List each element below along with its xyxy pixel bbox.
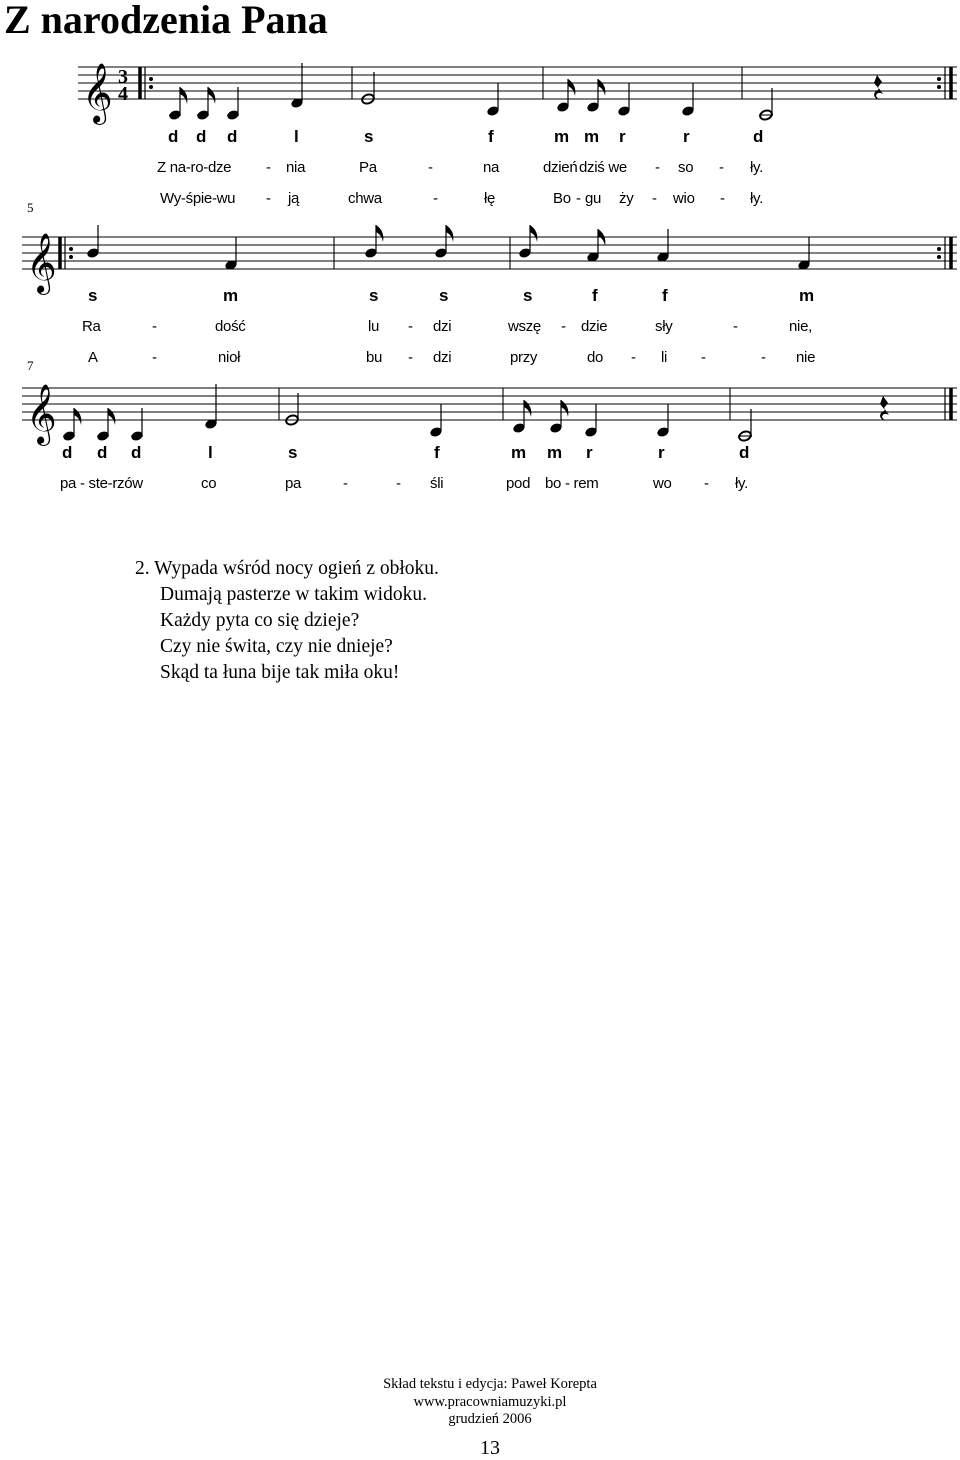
lyric-syllable: - [266, 159, 271, 176]
lyric-syllable: so [678, 159, 694, 176]
lyric-syllable: - [761, 349, 766, 366]
solfege-syllable: f [662, 286, 668, 305]
solfege-syllable: r [619, 127, 626, 146]
lyric-syllable: Wy-śpie-wu [160, 190, 236, 207]
verse-line: Dumają pasterze w takim widoku. [160, 584, 427, 605]
solfege-syllable: s [88, 286, 98, 305]
verse-2 [135, 556, 439, 686]
treble-clef-icon: 𝄞 [82, 63, 113, 123]
lyric-syllable: - [408, 349, 413, 366]
verse-line: Skąd ta łuna bije tak miła oku! [160, 662, 400, 683]
lyric-syllable: ży [619, 190, 634, 207]
solfege-syllable: r [658, 443, 665, 462]
lyric-syllable: - [655, 159, 660, 176]
lyric-syllable: nie, [789, 318, 812, 335]
solfege-syllable: m [554, 127, 570, 146]
footer [300, 1376, 680, 1429]
lyric-syllable: pa - ste-rzów [60, 475, 143, 492]
lyric-syllable: śli [430, 475, 444, 492]
lyric-syllable: Pa [359, 159, 377, 176]
lyric-syllable: dzień [543, 159, 578, 176]
solfege-syllable: d [62, 443, 73, 462]
lyric-syllable: Ra [82, 318, 101, 335]
lyric-syllable: - [576, 190, 581, 207]
lyrics-row-2-verse-1 [0, 318, 960, 340]
system-number: 7 [27, 358, 34, 373]
lyric-syllable: sły [655, 318, 673, 335]
lyric-syllable: lu [368, 318, 380, 335]
lyric-syllable: - [266, 190, 271, 207]
lyric-syllable: bo - rem [545, 475, 599, 492]
time-signature-bottom: 4 [118, 83, 128, 105]
solfege-syllable: d [97, 443, 108, 462]
treble-clef-icon: 𝄞 [26, 384, 57, 444]
lyric-syllable: - [428, 159, 433, 176]
lyric-syllable: wo [653, 475, 672, 492]
notes-measure-8 [62, 384, 218, 442]
lyric-syllable: - [408, 318, 413, 335]
solfege-syllable: d [739, 443, 750, 462]
lyric-syllable: wio [673, 190, 695, 207]
lyric-syllable: dzi [433, 318, 452, 335]
lyric-syllable: chwa [348, 190, 382, 207]
quarter-rest-icon [880, 396, 889, 421]
footer-website: www.pracowniamuzyki.pl [413, 1393, 567, 1410]
lyric-syllable: - [720, 190, 725, 207]
song-title: Z narodzenia Pana [4, 0, 328, 42]
lyric-syllable: li [661, 349, 668, 366]
lyric-syllable: Bo [553, 190, 571, 207]
solfege-syllable: s [364, 127, 374, 146]
lyric-syllable: - [152, 318, 157, 335]
lyric-syllable: - [631, 349, 636, 366]
solfege-syllable: d [168, 127, 179, 146]
lyric-syllable: co [201, 475, 217, 492]
lyric-syllable: ły. [750, 159, 763, 176]
lyric-syllable: - [343, 475, 348, 492]
lyric-syllable: - [433, 190, 438, 207]
solfege-syllable: l [208, 443, 213, 462]
lyric-syllable: - [701, 349, 706, 366]
lyric-syllable: dzie [581, 318, 608, 335]
lyric-syllable: łę [484, 190, 496, 207]
solfege-syllable: m [223, 286, 239, 305]
lyric-syllable: do [587, 349, 604, 366]
notes-measure-2 [361, 72, 500, 117]
solfege-syllable: f [434, 443, 440, 462]
lyric-syllable: - [152, 349, 157, 366]
notes-measure-7 [518, 225, 811, 271]
lyric-syllable: pa [285, 475, 302, 492]
notes-measure-3 [556, 79, 695, 117]
lyric-syllable: nia [286, 159, 306, 176]
solfege-syllable: m [547, 443, 563, 462]
lyric-syllable: Z na-ro-dze [157, 159, 232, 176]
verse-line: 2. Wypada wśród nocy ogień z obłoku. [135, 558, 439, 579]
solfege-syllable: d [196, 127, 207, 146]
lyric-syllable: bu [366, 349, 383, 366]
lyric-syllable: gu [585, 190, 602, 207]
solfege-syllable: r [586, 443, 593, 462]
staff-system-1 [0, 40, 960, 140]
treble-clef-icon: 𝄞 [26, 233, 57, 293]
solfege-syllable: r [683, 127, 690, 146]
solfege-syllable: l [294, 127, 299, 146]
solfege-syllable: f [592, 286, 598, 305]
footer-credit: Skład tekstu i edycja: Paweł Korepta [383, 1376, 597, 1392]
footer-date: grudzień 2006 [448, 1411, 532, 1427]
lyric-syllable: dość [215, 318, 246, 335]
solfege-syllable: s [369, 286, 379, 305]
notes-measure-6 [364, 225, 453, 259]
solfege-row-3 [0, 443, 960, 465]
lyric-syllable: - [561, 318, 566, 335]
solfege-syllable: d [131, 443, 142, 462]
solfege-row-2 [0, 286, 960, 308]
solfege-syllable: s [523, 286, 533, 305]
time-signature-top: 3 [118, 66, 128, 88]
lyric-syllable: - [396, 475, 401, 492]
lyric-syllable: ją [288, 190, 300, 207]
lyric-syllable: - [652, 190, 657, 207]
solfege-syllable: f [488, 127, 494, 146]
lyric-syllable: wszę [508, 318, 541, 335]
verse-line: Czy nie świta, czy nie dnieje? [160, 636, 393, 657]
lyric-syllable: na [483, 159, 500, 176]
lyric-syllable: nioł [218, 349, 241, 366]
lyrics-row-3-verse-1 [0, 475, 960, 497]
notes-measure-1 [168, 63, 304, 121]
verse-line: Każdy pyta co się dzieje? [160, 610, 360, 631]
solfege-row-1 [0, 127, 960, 149]
lyric-syllable: pod [506, 475, 531, 492]
solfege-syllable: s [439, 286, 449, 305]
lyrics-row-1-verse-1 [0, 159, 960, 181]
lyric-syllable: ły. [735, 475, 748, 492]
page-number: 13 [480, 1437, 500, 1459]
notes-measure-5 [86, 225, 238, 271]
lyric-syllable: nie [796, 349, 816, 366]
lyric-syllable: - [719, 159, 724, 176]
lyric-syllable: - [733, 318, 738, 335]
lyric-syllable: - [704, 475, 709, 492]
notes-measure-11 [738, 396, 889, 442]
quarter-rest-icon [874, 75, 883, 100]
solfege-syllable: m [511, 443, 527, 462]
lyric-syllable: przy [510, 349, 538, 366]
lyric-syllable: ły. [750, 190, 763, 207]
notes-measure-10 [512, 400, 670, 438]
staff-system-2 [0, 200, 960, 300]
notes-measure-4 [759, 75, 883, 121]
lyric-syllable: dzi [433, 349, 452, 366]
solfege-syllable: d [753, 127, 764, 146]
solfege-syllable: m [799, 286, 815, 305]
solfege-syllable: d [227, 127, 238, 146]
lyric-syllable: dziś we [579, 159, 627, 176]
system-number: 5 [27, 200, 34, 215]
notes-measure-9 [285, 393, 443, 438]
solfege-syllable: s [288, 443, 298, 462]
solfege-syllable: m [584, 127, 600, 146]
lyric-syllable: A [88, 349, 98, 366]
